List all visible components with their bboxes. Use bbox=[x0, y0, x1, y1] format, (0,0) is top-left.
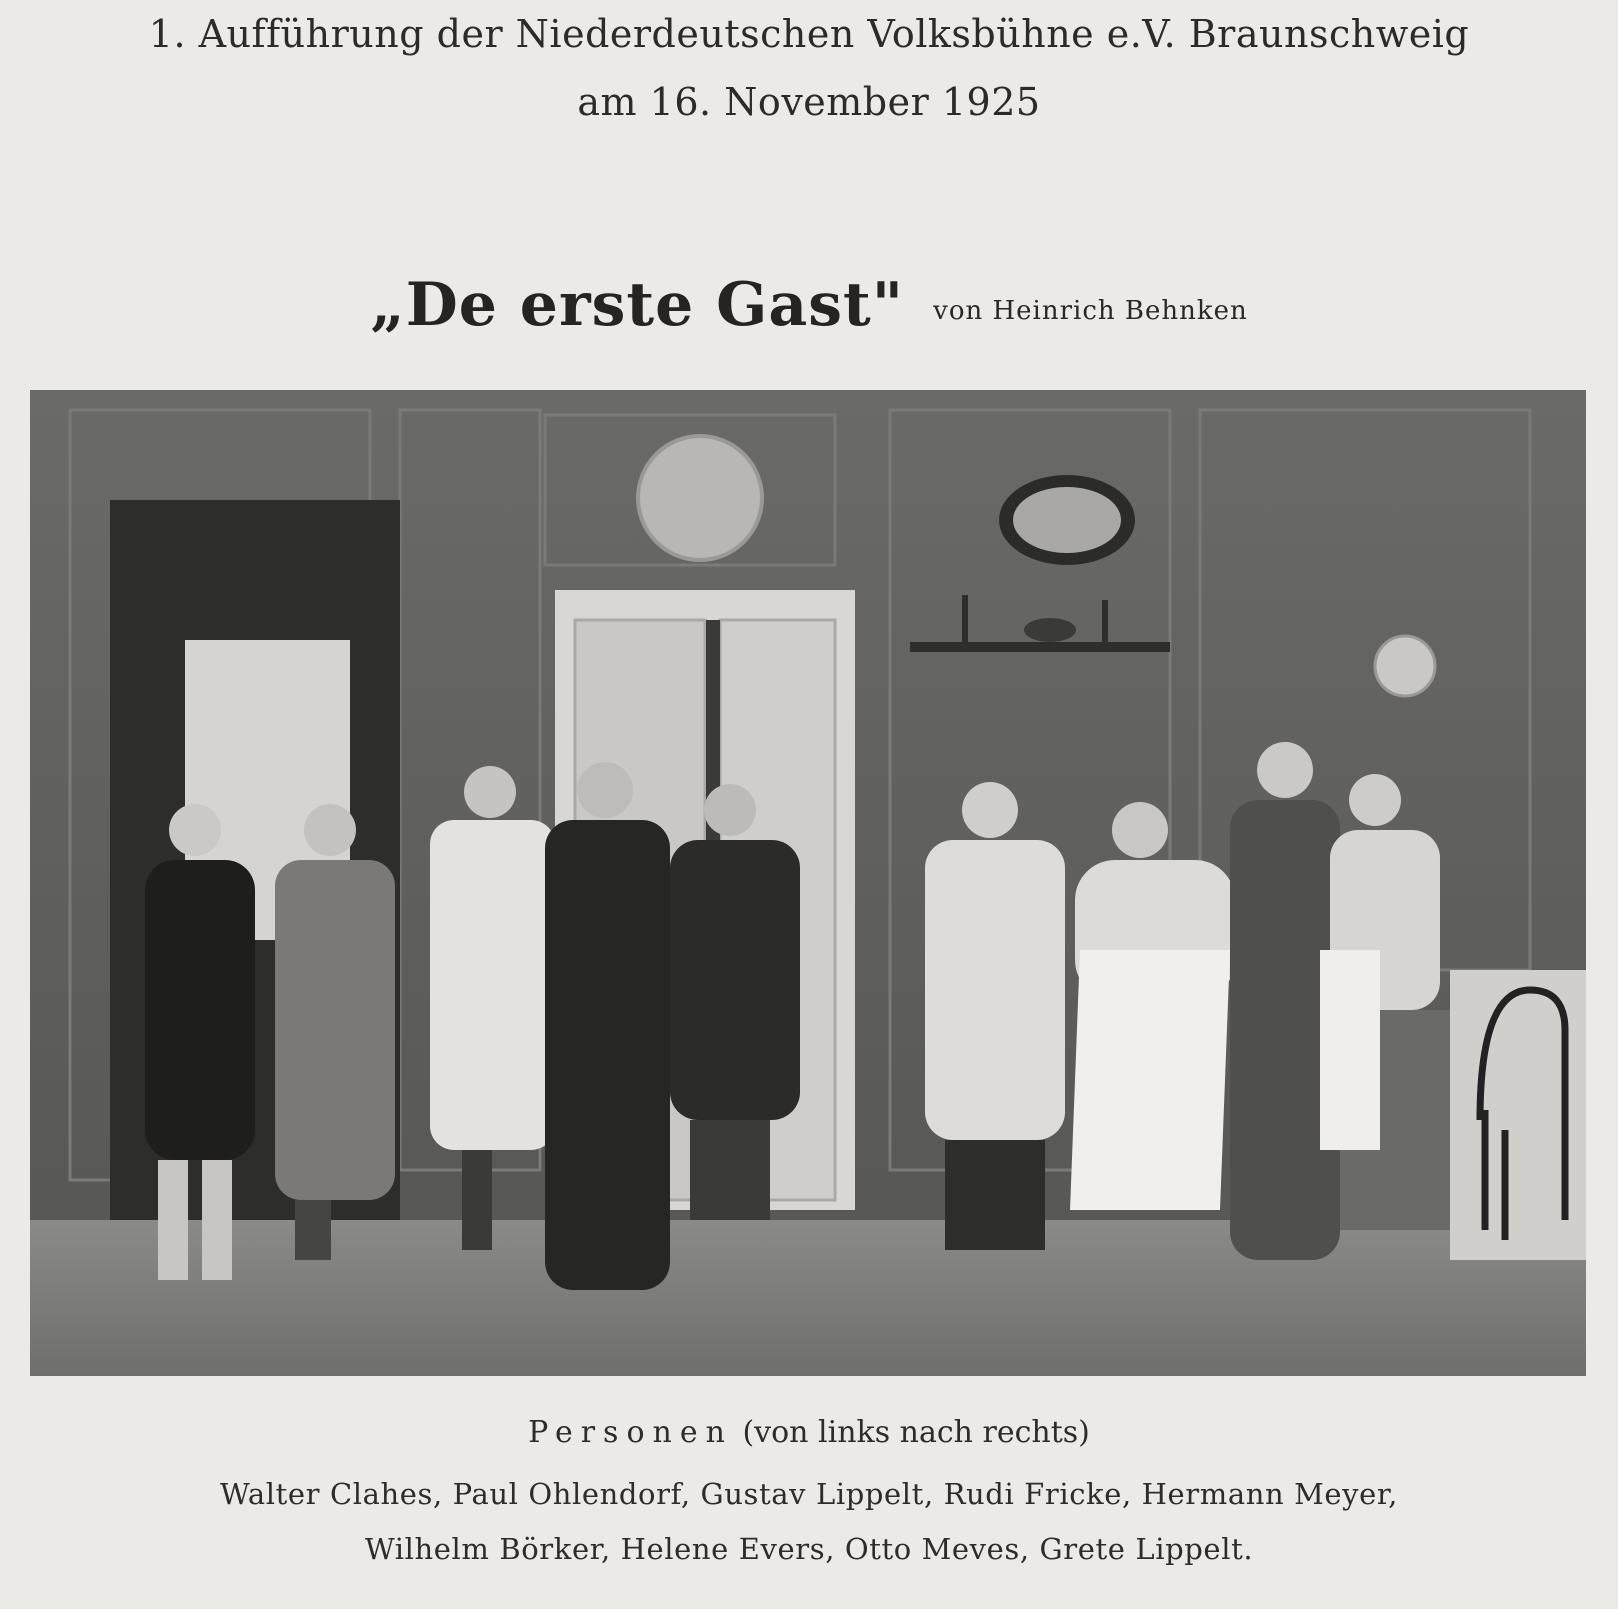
personen-suffix: (von links nach rechts) bbox=[742, 1415, 1090, 1450]
stage-photograph bbox=[30, 390, 1586, 1376]
header-line-1: 1. Aufführung der Niederdeutschen Volksbühne e.V. Braunschweig bbox=[148, 12, 1470, 56]
header-line-2: am 16. November 1925 bbox=[577, 80, 1041, 124]
play-title: „De erste Gast" bbox=[370, 270, 905, 340]
title-row bbox=[0, 270, 1618, 340]
personen-word: Personen bbox=[528, 1415, 733, 1450]
personen-heading bbox=[0, 1415, 1618, 1450]
play-author: von Heinrich Behnken bbox=[933, 296, 1248, 326]
cast-names-line-1: Walter Clahes, Paul Ohlendorf, Gustav Lippelt, Rudi Fricke, Hermann Meyer, bbox=[220, 1477, 1398, 1511]
cast-names-line-2: Wilhelm Börker, Helene Evers, Otto Meves, Grete Lippelt. bbox=[364, 1532, 1254, 1566]
